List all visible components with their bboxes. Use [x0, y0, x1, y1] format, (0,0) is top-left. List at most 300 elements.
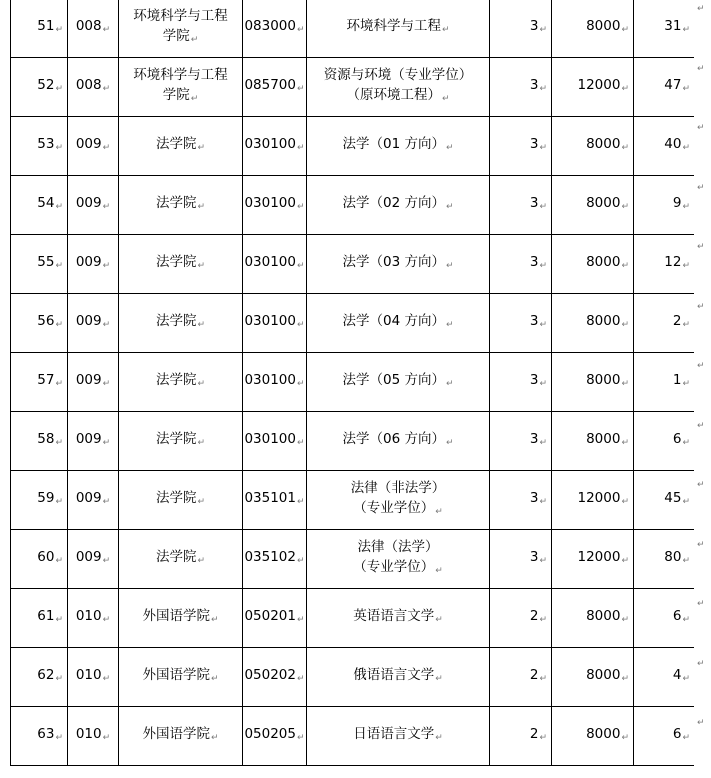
row-end-mark-icon: ↵ [697, 420, 705, 431]
cell-text-line [307, 606, 489, 630]
paragraph-mark-icon: ↵ [102, 497, 111, 507]
cell-school-code [68, 530, 119, 589]
paragraph-mark-icon: ↵ [102, 202, 111, 212]
paragraph-mark-icon: ↵ [445, 320, 454, 330]
cell-text: 法学（06 方向） [342, 431, 445, 447]
cell-number [11, 471, 68, 530]
paragraph-mark-icon: ↵ [435, 674, 443, 684]
paragraph-mark-icon: ↵ [445, 143, 454, 153]
paragraph-mark-icon: ↵ [197, 556, 206, 566]
cell-number [11, 235, 68, 294]
cell-text: 085700 [244, 77, 296, 93]
cell-quota [634, 589, 695, 648]
cell-text: 2 [672, 313, 682, 329]
cell-school-name [119, 530, 243, 589]
paragraph-mark-icon: ↵ [102, 25, 111, 35]
cell-text: 008 [75, 77, 102, 93]
cell-school-name [119, 471, 243, 530]
cell-major-name [307, 294, 490, 353]
cell-school-name [119, 294, 243, 353]
cell-text: 80 [664, 549, 682, 565]
cell-fee [552, 648, 634, 707]
cell-number [11, 530, 68, 589]
cell-years [490, 294, 552, 353]
cell-text: 010 [75, 667, 102, 683]
cell-text: 12 [664, 254, 682, 270]
cell-text: （专业学位） [353, 559, 435, 575]
cell-text: 050201 [244, 608, 296, 624]
cell-text: 英语语言文学 [353, 608, 435, 624]
enrollment-table [10, 0, 694, 766]
row-end-mark-icon: ↵ [697, 63, 705, 74]
cell-quota [634, 58, 695, 117]
table-row [11, 707, 695, 766]
paragraph-mark-icon: ↵ [197, 320, 206, 330]
cell-school-code [68, 648, 119, 707]
paragraph-mark-icon: ↵ [197, 379, 206, 389]
paragraph-mark-icon: ↵ [621, 615, 629, 625]
cell-text: 法学院 [155, 549, 197, 565]
paragraph-mark-icon: ↵ [55, 261, 63, 271]
paragraph-mark-icon: ↵ [621, 261, 629, 271]
cell-school-name [119, 117, 243, 176]
cell-text: 009 [75, 195, 102, 211]
paragraph-mark-icon: ↵ [682, 497, 690, 507]
cell-text-line [119, 6, 242, 26]
paragraph-mark-icon: ↵ [682, 674, 690, 684]
cell-quota [634, 176, 695, 235]
cell-text-line [307, 193, 489, 217]
cell-quota [634, 707, 695, 766]
cell-text: 035102 [244, 549, 296, 565]
row-end-mark-icon: ↵ [697, 301, 705, 312]
cell-major-name [307, 0, 490, 58]
paragraph-mark-icon: ↵ [539, 25, 547, 35]
cell-school-code [68, 117, 119, 176]
cell-quota [634, 471, 695, 530]
cell-text: 3 [529, 431, 539, 447]
cell-text: 3 [529, 549, 539, 565]
cell-major-name [307, 471, 490, 530]
paragraph-mark-icon: ↵ [297, 615, 305, 625]
cell-major-code [243, 353, 307, 412]
cell-text: 3 [529, 313, 539, 329]
cell-number [11, 0, 68, 58]
paragraph-mark-icon: ↵ [435, 566, 443, 576]
cell-number [11, 707, 68, 766]
cell-text: 1 [672, 372, 682, 388]
cell-text-line [307, 134, 489, 158]
cell-major-code [243, 58, 307, 117]
cell-school-name [119, 58, 243, 117]
cell-text: 12000 [577, 77, 621, 93]
paragraph-mark-icon: ↵ [445, 379, 454, 389]
cell-major-code [243, 530, 307, 589]
cell-number [11, 58, 68, 117]
cell-text: 俄语语言文学 [353, 667, 435, 683]
row-end-mark-icon: ↵ [697, 361, 705, 371]
paragraph-mark-icon: ↵ [102, 261, 111, 271]
cell-text-line [119, 311, 242, 335]
cell-text: 8000 [586, 667, 621, 683]
table-row [11, 471, 695, 530]
paragraph-mark-icon: ↵ [55, 733, 63, 743]
paragraph-mark-icon: ↵ [102, 733, 111, 743]
paragraph-mark-icon: ↵ [297, 143, 305, 153]
paragraph-mark-icon: ↵ [55, 497, 63, 507]
table-row [11, 117, 695, 176]
cell-text: 法学（01 方向） [342, 136, 445, 152]
cell-text: 法学（02 方向） [342, 195, 445, 211]
cell-text-line [307, 85, 489, 109]
cell-text: 009 [75, 549, 102, 565]
cell-school-code [68, 0, 119, 58]
paragraph-mark-icon: ↵ [297, 379, 305, 389]
cell-text-line [119, 252, 242, 276]
paragraph-mark-icon: ↵ [682, 556, 690, 566]
table-row [11, 0, 695, 58]
cell-text: （原环境工程） [346, 87, 441, 103]
paragraph-mark-icon: ↵ [55, 25, 63, 35]
cell-text: 日语语言文学 [353, 726, 435, 742]
cell-text: 法学（04 方向） [342, 313, 445, 329]
row-end-mark-icon: ↵ [697, 242, 705, 252]
paragraph-mark-icon: ↵ [539, 320, 547, 330]
cell-text: 57 [37, 372, 55, 388]
cell-major-name [307, 117, 490, 176]
paragraph-mark-icon: ↵ [682, 143, 690, 153]
paragraph-mark-icon: ↵ [682, 261, 690, 271]
paragraph-mark-icon: ↵ [197, 143, 206, 153]
paragraph-mark-icon: ↵ [210, 615, 219, 625]
table-row [11, 176, 695, 235]
cell-text: 60 [37, 549, 55, 565]
cell-text: 8000 [586, 431, 621, 447]
paragraph-mark-icon: ↵ [682, 615, 690, 625]
paragraph-mark-icon: ↵ [297, 733, 305, 743]
cell-school-name [119, 235, 243, 294]
cell-fee [552, 176, 634, 235]
paragraph-mark-icon: ↵ [55, 84, 63, 94]
cell-text: 45 [664, 490, 682, 506]
paragraph-mark-icon: ↵ [210, 674, 219, 684]
cell-major-code [243, 707, 307, 766]
document-page [10, 0, 694, 778]
cell-text: 法学院 [155, 431, 197, 447]
paragraph-mark-icon: ↵ [297, 202, 305, 212]
cell-text: 环境科学与工程 [133, 67, 228, 83]
cell-school-code [68, 294, 119, 353]
paragraph-mark-icon: ↵ [55, 438, 63, 448]
paragraph-mark-icon: ↵ [197, 497, 206, 507]
cell-text: 外国语学院 [142, 608, 210, 624]
cell-text: 030100 [244, 372, 296, 388]
cell-text-line [307, 478, 489, 498]
cell-number [11, 294, 68, 353]
cell-text-line [307, 16, 489, 40]
cell-text-line [307, 429, 489, 453]
cell-text-line [119, 26, 242, 50]
cell-text: 61 [37, 608, 55, 624]
paragraph-mark-icon: ↵ [55, 615, 63, 625]
cell-major-code [243, 235, 307, 294]
paragraph-mark-icon: ↵ [102, 674, 111, 684]
cell-text-line [119, 606, 242, 630]
paragraph-mark-icon: ↵ [621, 320, 629, 330]
cell-text: 010 [75, 608, 102, 624]
cell-text: 030100 [244, 254, 296, 270]
cell-school-name [119, 176, 243, 235]
paragraph-mark-icon: ↵ [621, 674, 629, 684]
paragraph-mark-icon: ↵ [102, 320, 111, 330]
cell-text: 6 [672, 608, 682, 624]
cell-quota [634, 648, 695, 707]
cell-school-code [68, 412, 119, 471]
cell-text: 2 [529, 608, 539, 624]
cell-years [490, 589, 552, 648]
cell-text: 59 [37, 490, 55, 506]
cell-text-line [307, 498, 489, 522]
cell-text: 030100 [244, 136, 296, 152]
cell-text: 学院 [162, 87, 190, 103]
cell-text: 009 [75, 136, 102, 152]
cell-years [490, 530, 552, 589]
cell-text-line [307, 252, 489, 276]
cell-text: 法学院 [155, 490, 197, 506]
paragraph-mark-icon: ↵ [297, 25, 305, 35]
paragraph-mark-icon: ↵ [297, 320, 305, 330]
table-row [11, 412, 695, 471]
cell-major-code [243, 471, 307, 530]
cell-text: 050202 [244, 667, 296, 683]
cell-text-line [119, 85, 242, 109]
cell-text: 环境科学与工程 [133, 8, 228, 24]
paragraph-mark-icon: ↵ [55, 202, 63, 212]
paragraph-mark-icon: ↵ [445, 438, 454, 448]
cell-text: 4 [672, 667, 682, 683]
paragraph-mark-icon: ↵ [297, 84, 305, 94]
paragraph-mark-icon: ↵ [102, 615, 111, 625]
paragraph-mark-icon: ↵ [445, 202, 454, 212]
cell-text: 法学院 [155, 254, 197, 270]
paragraph-mark-icon: ↵ [55, 379, 63, 389]
cell-text-line [119, 370, 242, 394]
paragraph-mark-icon: ↵ [621, 25, 629, 35]
cell-text: 外国语学院 [142, 726, 210, 742]
cell-text: 083000 [244, 18, 296, 34]
cell-text: 3 [529, 254, 539, 270]
table-row [11, 58, 695, 117]
cell-years [490, 0, 552, 58]
cell-major-code [243, 294, 307, 353]
cell-major-code [243, 589, 307, 648]
cell-text: 009 [75, 254, 102, 270]
cell-text: 51 [37, 18, 55, 34]
paragraph-mark-icon: ↵ [55, 143, 63, 153]
table-row [11, 530, 695, 589]
cell-major-code [243, 0, 307, 58]
cell-major-code [243, 117, 307, 176]
cell-text: 8000 [586, 726, 621, 742]
cell-school-name [119, 707, 243, 766]
paragraph-mark-icon: ↵ [621, 202, 629, 212]
cell-school-code [68, 589, 119, 648]
cell-text-line [119, 193, 242, 217]
cell-quota [634, 294, 695, 353]
cell-text-line [307, 724, 489, 748]
cell-number [11, 648, 68, 707]
cell-text-line [119, 134, 242, 158]
cell-school-name [119, 353, 243, 412]
cell-school-code [68, 707, 119, 766]
cell-school-code [68, 471, 119, 530]
paragraph-mark-icon: ↵ [197, 202, 206, 212]
cell-text-line [307, 311, 489, 335]
cell-text: 法学（03 方向） [342, 254, 445, 270]
cell-text: 6 [672, 431, 682, 447]
paragraph-mark-icon: ↵ [539, 438, 547, 448]
cell-fee [552, 530, 634, 589]
cell-text: 8000 [586, 313, 621, 329]
cell-quota [634, 353, 695, 412]
cell-number [11, 589, 68, 648]
cell-text-line [307, 557, 489, 581]
cell-text: 2 [529, 726, 539, 742]
cell-major-code [243, 412, 307, 471]
paragraph-mark-icon: ↵ [539, 379, 547, 389]
cell-text: 法学院 [155, 195, 197, 211]
cell-text: 8000 [586, 608, 621, 624]
cell-text-line [307, 537, 489, 557]
cell-text: 40 [664, 136, 682, 152]
paragraph-mark-icon: ↵ [435, 733, 443, 743]
paragraph-mark-icon: ↵ [441, 25, 450, 35]
cell-fee [552, 0, 634, 58]
cell-text: 环境科学与工程 [346, 18, 441, 34]
paragraph-mark-icon: ↵ [445, 261, 454, 271]
paragraph-mark-icon: ↵ [297, 261, 305, 271]
paragraph-mark-icon: ↵ [539, 84, 547, 94]
cell-text-line [307, 370, 489, 394]
cell-text: 47 [664, 77, 682, 93]
cell-text: 050205 [244, 726, 296, 742]
cell-fee [552, 58, 634, 117]
cell-quota [634, 117, 695, 176]
paragraph-mark-icon: ↵ [197, 438, 206, 448]
cell-text: 2 [529, 667, 539, 683]
row-end-mark-icon: ↵ [697, 539, 705, 550]
cell-number [11, 176, 68, 235]
paragraph-mark-icon: ↵ [682, 438, 690, 448]
cell-years [490, 412, 552, 471]
cell-text: 12000 [577, 490, 621, 506]
cell-text-line [307, 65, 489, 85]
paragraph-mark-icon: ↵ [297, 556, 305, 566]
cell-text: 6 [672, 726, 682, 742]
cell-text: 法律（非法学） [350, 480, 446, 496]
cell-major-name [307, 648, 490, 707]
cell-number [11, 353, 68, 412]
cell-fee [552, 589, 634, 648]
paragraph-mark-icon: ↵ [539, 733, 547, 743]
cell-school-code [68, 235, 119, 294]
cell-major-name [307, 589, 490, 648]
paragraph-mark-icon: ↵ [190, 35, 199, 45]
paragraph-mark-icon: ↵ [102, 438, 111, 448]
paragraph-mark-icon: ↵ [55, 320, 63, 330]
cell-text: 63 [37, 726, 55, 742]
cell-text: 010 [75, 726, 102, 742]
paragraph-mark-icon: ↵ [297, 674, 305, 684]
cell-text-line [119, 547, 242, 571]
cell-fee [552, 294, 634, 353]
cell-text: 030100 [244, 431, 296, 447]
row-end-mark-icon: ↵ [697, 658, 705, 669]
cell-number [11, 117, 68, 176]
cell-text: 3 [529, 490, 539, 506]
row-end-mark-icon: ↵ [697, 123, 705, 133]
cell-text: 3 [529, 77, 539, 93]
cell-years [490, 648, 552, 707]
cell-text: 55 [37, 254, 55, 270]
table-body [11, 0, 695, 766]
paragraph-mark-icon: ↵ [621, 143, 629, 153]
cell-quota [634, 0, 695, 58]
cell-text: 8000 [586, 372, 621, 388]
cell-text: 法学院 [155, 313, 197, 329]
cell-text: 52 [37, 77, 55, 93]
cell-text: 12000 [577, 549, 621, 565]
paragraph-mark-icon: ↵ [210, 733, 219, 743]
cell-text: 56 [37, 313, 55, 329]
table-row [11, 353, 695, 412]
cell-years [490, 707, 552, 766]
paragraph-mark-icon: ↵ [682, 84, 690, 94]
cell-major-name [307, 707, 490, 766]
paragraph-mark-icon: ↵ [621, 379, 629, 389]
paragraph-mark-icon: ↵ [621, 84, 629, 94]
cell-school-name [119, 0, 243, 58]
cell-fee [552, 117, 634, 176]
paragraph-mark-icon: ↵ [682, 25, 690, 35]
cell-text: 035101 [244, 490, 296, 506]
cell-text: 62 [37, 667, 55, 683]
cell-years [490, 235, 552, 294]
paragraph-mark-icon: ↵ [297, 497, 305, 507]
cell-major-name [307, 530, 490, 589]
cell-text: 009 [75, 372, 102, 388]
paragraph-mark-icon: ↵ [435, 507, 443, 517]
paragraph-mark-icon: ↵ [539, 674, 547, 684]
paragraph-mark-icon: ↵ [682, 733, 690, 743]
cell-text: （专业学位） [353, 500, 435, 516]
cell-text-line [307, 665, 489, 689]
row-end-mark-icon: ↵ [697, 4, 705, 14]
cell-major-code [243, 648, 307, 707]
paragraph-mark-icon: ↵ [539, 497, 547, 507]
cell-major-name [307, 353, 490, 412]
cell-years [490, 176, 552, 235]
paragraph-mark-icon: ↵ [197, 261, 206, 271]
paragraph-mark-icon: ↵ [435, 615, 443, 625]
cell-fee [552, 353, 634, 412]
paragraph-mark-icon: ↵ [621, 497, 629, 507]
paragraph-mark-icon: ↵ [102, 143, 111, 153]
paragraph-mark-icon: ↵ [55, 556, 63, 566]
cell-text: 009 [75, 313, 102, 329]
cell-text: 8000 [586, 136, 621, 152]
cell-text: 58 [37, 431, 55, 447]
